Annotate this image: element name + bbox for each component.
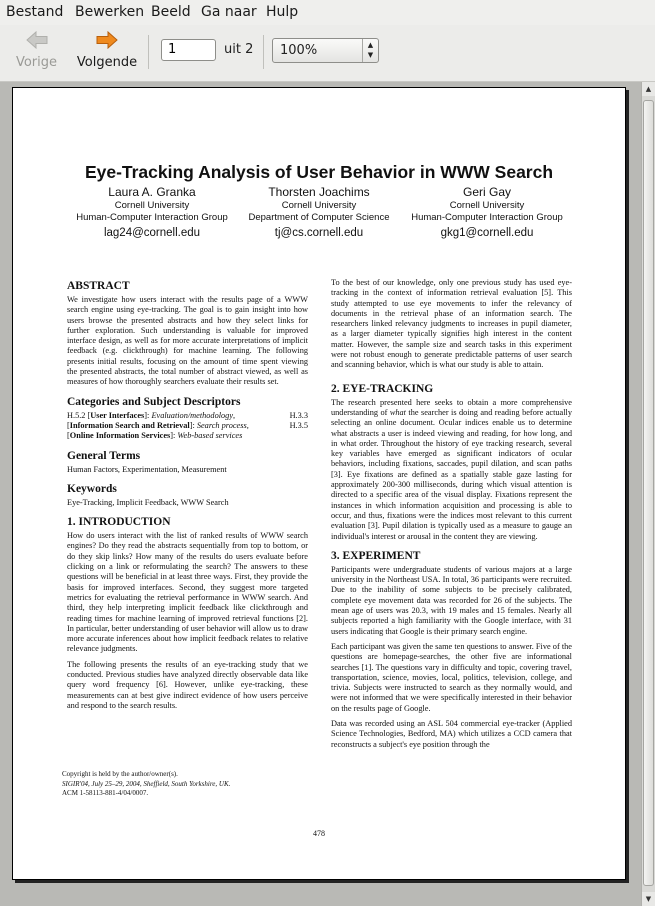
author-dept: Human-Computer Interaction Group	[411, 212, 563, 223]
pdf-page	[12, 87, 626, 880]
copyright-line	[62, 780, 302, 790]
emphasis: what	[389, 407, 406, 417]
menu-bewerken[interactable]: Bewerken	[75, 4, 145, 20]
menu-bar	[0, 0, 655, 25]
chevron-up-icon[interactable]: ▲	[367, 41, 374, 49]
menu-beeld[interactable]: Beeld	[151, 4, 191, 20]
category-subject: Evaluation/methodology	[151, 410, 234, 420]
categories-heading: Categories and Subject Descriptors	[67, 395, 241, 408]
introduction-text: The following presents the results of an eye-tracking study that we conducted. Previous studies have analyzed directly observable data like query word frequency [6]. However, unlike eye-tracking, these measurements can at best give indirect evidence of how users perceive and respond to the search results.	[67, 659, 308, 710]
introduction-heading: 1. INTRODUCTION	[67, 516, 171, 529]
page-number: 478	[313, 829, 325, 838]
category-subject: Web-based services	[177, 431, 243, 441]
vertical-scrollbar[interactable]	[641, 82, 655, 906]
author-org: Cornell University	[449, 200, 525, 211]
menu-bestand[interactable]: Bestand	[6, 4, 64, 20]
eye-tracking-heading: 2. EYE-TRACKING	[331, 382, 434, 395]
previous-label: Vorige	[15, 55, 58, 70]
copyright-line: ACM 1-58113-881-4/04/0007.	[62, 789, 149, 797]
page-count-label: uit 2	[224, 42, 254, 57]
toolbar-separator	[263, 35, 264, 69]
toolbar-separator	[148, 35, 149, 69]
category-subject: Search process,	[196, 420, 249, 430]
right-column	[331, 278, 572, 755]
category-name: Online Information Services	[69, 431, 171, 441]
chevron-down-icon[interactable]: ▼	[367, 51, 374, 59]
document-viewport[interactable]	[0, 82, 641, 906]
author-org: Cornell University	[281, 200, 357, 211]
toolbar	[0, 25, 655, 82]
keywords-heading: Keywords	[67, 482, 117, 495]
general-terms-text: Human Factors, Experimentation, Measurement	[67, 464, 227, 474]
author-email: lag24@cornell.edu	[103, 227, 201, 239]
abstract-heading: ABSTRACT	[67, 280, 130, 292]
arrow-right-icon	[96, 31, 118, 49]
conference-info: SIGIR'04, July 25–29, 2004, Sheffield, South Yorkshire, UK.	[62, 779, 231, 788]
author-block	[397, 185, 577, 242]
experiment-text: Participants were undergraduate students of various majors at a large university in the Northeast USA. In total, 36 participants were recruited. Due to the inability of some subjects to be precisely calibrated, complete eye movement data was recorded for 26 of the subjects. The mean age of users was 20.3, with 19 males and 15 females. Nearly all subjects reported a high familiarity with the Google interface, with 31 users indicating that Google is their primary search engine.	[331, 564, 572, 636]
left-column	[67, 280, 308, 716]
copyright-line: Copyright is held by the author/owner(s).	[62, 770, 178, 778]
general-terms-heading: General Terms	[67, 449, 141, 462]
author-name: Laura A. Granka	[108, 185, 196, 199]
introduction-text: How do users interact with the list of ranked results of WWW search engines? Do they read the abstracts sequentially from top to bottom, or do they skip links? How many of the results do users evaluate before clicking on a link or reformulating the search? The answers to these questions will be beneficial in at least three ways. First, they provide the basis for improved interfaces. Second, they suggest more targeted metrics for evaluating the retrieval performance in WWW search. And third, they help interpreting implicit feedback like clickthrough and reading times for machine learning of improved retrieval functions [2]. In particular, better understanding of user behavior will allow us to draw more accurate inferences about how implicit feedback relates to relative relevance judgments.	[67, 531, 308, 654]
author-org: Cornell University	[114, 200, 190, 211]
category-code: H.3.5	[289, 420, 308, 430]
eye-tracking-text	[331, 398, 572, 542]
body-text: The research presented here seeks to obtain a more comprehensive understanding of	[331, 397, 572, 417]
keywords-text: Eye-Tracking, Implicit Feedback, WWW Search	[67, 497, 229, 507]
body-text: the searcher is doing and reading before actually selecting an online document. Ocular indices enable us to determine what abstracts a user is indeed viewing and reading, for how long, and in what order. Throughout the history of eye tracking research, several key variables have emerged as significant indicators of ocular behaviors, including fixations, saccades, pupil dilation, and scan paths [3]. Eye fixations are defined as a spatially stable gaze lasting for approximately 200-300 milliseconds, during which visual attention is directed to a specific area of the visual display. Fixations represent the instances in which information acquisition and processing is able to occur, and thus, fixations were the indices most relevant to this current evaluation [3]. Pupil dilation is typically used as a measure to gauge an individual's interest or arousal in the content they are viewing.	[331, 407, 572, 541]
menu-hulp[interactable]: Hulp	[266, 4, 299, 20]
scrollbar-thumb[interactable]	[643, 100, 654, 886]
next-page-button[interactable]	[76, 31, 138, 70]
scroll-up-icon[interactable]: ▲	[642, 82, 655, 96]
category-name: Information Search and Retrieval	[69, 420, 190, 430]
arrow-left-icon	[26, 31, 48, 49]
author-email: gkg1@cornell.edu	[440, 227, 534, 239]
zoom-value: 100%	[280, 43, 318, 58]
category-name: User Interfaces	[90, 410, 145, 420]
author-dept: Department of Computer Science	[248, 212, 390, 223]
category-code: H.3.3	[289, 410, 308, 420]
menu-ga-naar[interactable]: Ga naar	[201, 4, 257, 20]
zoom-stepper[interactable]	[362, 39, 378, 62]
zoom-spinbox[interactable]	[272, 38, 379, 63]
author-name: Thorsten Joachims	[268, 185, 370, 199]
copyright-note	[62, 770, 302, 799]
experiment-heading: 3. EXPERIMENT	[331, 549, 421, 562]
experiment-text: Data was recorded using an ASL 504 commercial eye-tracker (Applied Science Technologies, Bedford, MA) which utilizes a CCD camera that reconstructs a subject's eye position through the	[331, 718, 572, 749]
author-email: tj@cs.cornell.edu	[274, 227, 364, 239]
category-code: H.5.2	[67, 410, 86, 420]
author-dept: Human-Computer Interaction Group	[76, 212, 228, 223]
experiment-text: Each participant was given the same ten questions to answer. Five of the questions are homepage-searches, the other five are informational searches [1]. The questions vary in difficulty and topic, covering travel, transportation, science, movies, local, politics, television, college, and trivia. Subjects were instructed to search as they normally would, and were not informed that we were specifically interested in their behavior on the results page of Google.	[331, 641, 572, 713]
next-label: Volgende	[76, 55, 138, 70]
abstract-text: We investigate how users interact with the results page of a WWW search engine using eye-tracking. The goal is to gain insight into how users browse the presented abstracts and how they select links for further exploration. Such understanding is valuable for improved interface design, as well as for more accurate interpretations of implicit feedback (e.g. clickthrough) for machine learning. The following presents initial results, focusing on the amount of time spent viewing the presented abstracts, the total number of abstract viewed, as well as measures of how thoroughly searchers evaluate their results set.	[67, 295, 308, 387]
categories-text: H.5.2 [User Interfaces]: Evaluation/methodology, H.3.3 [Information Search and Retrieval]: Search process, H.3.5 [Online Information Services]: Web-based services	[67, 410, 308, 441]
paper-title: Eye-Tracking Analysis of User Behavior in WWW Search	[84, 162, 554, 182]
body-text: To the best of our knowledge, only one previous study has used eye-tracking in the context of information retrieval evaluation [5]. This study attempted to use eye movements to infer the relevancy of documents in the retrieval phase of an information search. The researchers linked relevancy judgments to increases in pupil diameter, as a larger diameter typically signifies high interest in the content matter. However, the sample size and search tasks in this experiment were not robust enough to generate predictable patterns of user search and scanning behavior, which is what our study is able to attain.	[331, 278, 572, 370]
author-block	[229, 185, 409, 242]
previous-page-button[interactable]	[14, 31, 59, 70]
scroll-down-icon[interactable]: ▼	[642, 892, 655, 906]
author-block	[62, 185, 242, 242]
page-number-input[interactable]: 1	[161, 39, 216, 61]
author-name: Geri Gay	[462, 185, 511, 199]
